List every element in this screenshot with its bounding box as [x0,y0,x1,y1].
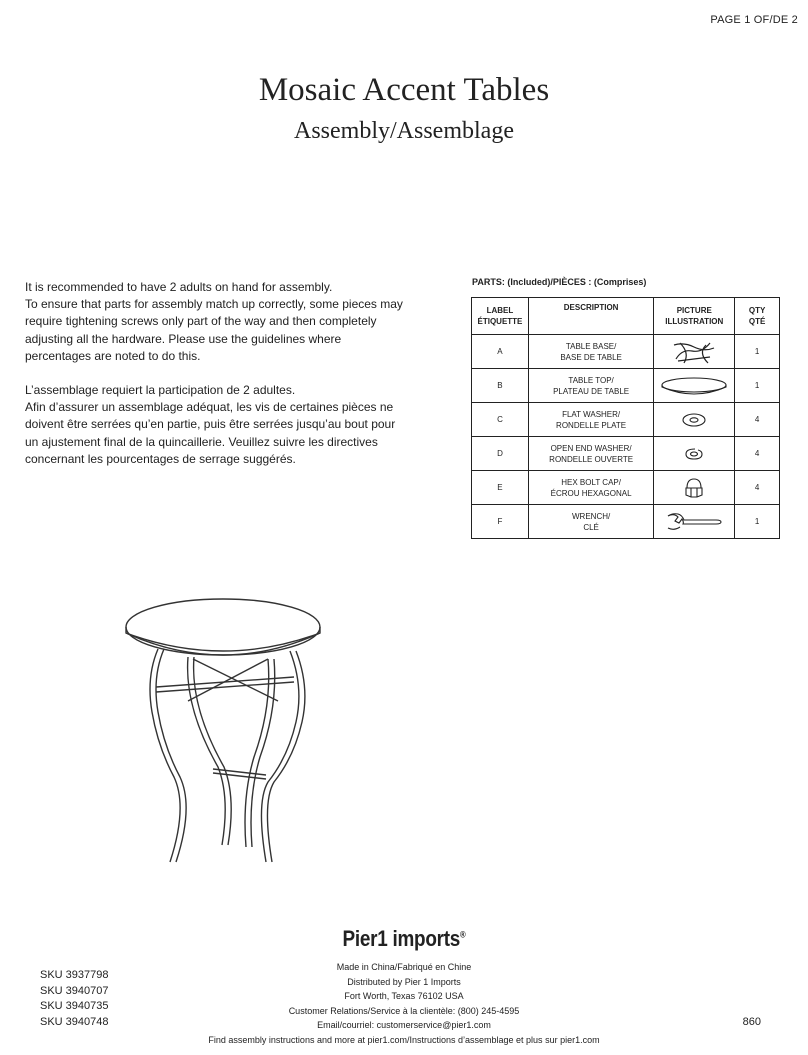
intro-fr-line: un ajustement final de la quincaillerie. Veuillez suivre les directives [25,434,378,449]
parts-header-row [472,298,780,335]
parts-caption: PARTS: (Included)/PIÈCES : (Comprises) [472,277,647,287]
intro-en-line: require tightening screws only part of the way and then completely [25,314,377,329]
document-code: 860 [742,1016,761,1028]
part-qty: 4 [735,471,780,505]
part-qty: 1 [735,335,780,369]
document-title: Mosaic Accent Tables [258,72,550,108]
brand-logo: Pier1 imports® [342,926,466,951]
part-label: D [472,437,529,471]
header-qty: QTY QTÉ [735,298,780,335]
flat-washer-icon [654,403,735,437]
part-label: B [472,369,529,403]
intro-fr-line: concernant les pourcentages de serrage suggérés. [25,451,296,466]
part-qty: 1 [735,505,780,539]
part-qty: 4 [735,403,780,437]
sku-list [40,968,109,1030]
part-qty: 1 [735,369,780,403]
contact-line: Distributed by Pier 1 Imports [347,976,461,987]
contact-line: Find assembly instructions and more at pier1.com/Instructions d’assemblage et plus sur pier1.com [208,1034,600,1045]
part-label: A [472,335,529,369]
hex-cap-icon [654,471,735,505]
contact-line: Fort Worth, Texas 76102 USA [344,991,464,1002]
intro-en-line: percentages are noted to do this. [25,348,201,363]
table-row [472,369,780,403]
sku-item: SKU 3940748 [40,1015,109,1028]
document-subtitle: Assembly/Assemblage [294,118,514,144]
part-description: TABLE BASE/ BASE DE TABLE [528,335,653,369]
intro-en-line: To ensure that parts for assembly match up correctly, some pieces may [25,297,403,312]
intro-en-line: It is recommended to have 2 adults on hand for assembly. [25,280,333,294]
part-label: C [472,403,529,437]
header-picture: PICTURE ILLUSTRATION [654,298,735,335]
parts-table [471,297,780,539]
sku-item: SKU 3937798 [40,969,109,981]
part-description: OPEN END WASHER/ RONDELLE OUVERTE [528,437,653,471]
table-row [472,437,780,471]
contact-line: Made in China/Fabriqué en Chine [336,962,472,972]
header-label: LABEL ÉTIQUETTE [472,298,529,335]
open-washer-icon [654,437,735,471]
table-row [472,403,780,437]
sku-item: SKU 3940707 [40,984,109,997]
contact-email: Email/courriel: customerservice@pier1.com [317,1020,491,1031]
part-qty: 4 [735,437,780,471]
contact-info [0,960,808,1048]
intro-text [25,279,405,468]
intro-fr-line: Afin d’assurer un assemblage adéquat, les vis de certaines pièces ne [25,400,394,415]
page-number: PAGE 1 OF/DE 2 [710,14,798,26]
assembled-table-illustration [118,597,328,867]
part-label: F [472,505,529,539]
table-row [472,335,780,369]
part-description: HEX BOLT CAP/ ÉCROU HEXAGONAL [528,471,653,505]
table-row [472,471,780,505]
table-top-icon [654,369,735,403]
intro-en-line: adjusting all the hardware. Please use the guidelines where [25,331,342,346]
part-description: TABLE TOP/ PLATEAU DE TABLE [528,369,653,403]
contact-line: Customer Relations/Service à la clientèle: (800) 245-4595 [288,1005,520,1016]
table-row [472,505,780,539]
intro-fr-line: L’assemblage requiert la participation de 2 adultes. [25,383,296,398]
part-description: WRENCH/ CLÉ [528,505,653,539]
part-label: E [472,471,529,505]
sku-item: SKU 3940735 [40,1000,109,1012]
header-description: DESCRIPTION [528,298,653,335]
intro-fr-line: doivent être serrées qu’en partie, puis être serrées jusqu’au bout pour [25,417,396,432]
part-description: FLAT WASHER/ RONDELLE PLATE [528,403,653,437]
table-base-icon [654,335,735,369]
wrench-icon [654,505,735,539]
